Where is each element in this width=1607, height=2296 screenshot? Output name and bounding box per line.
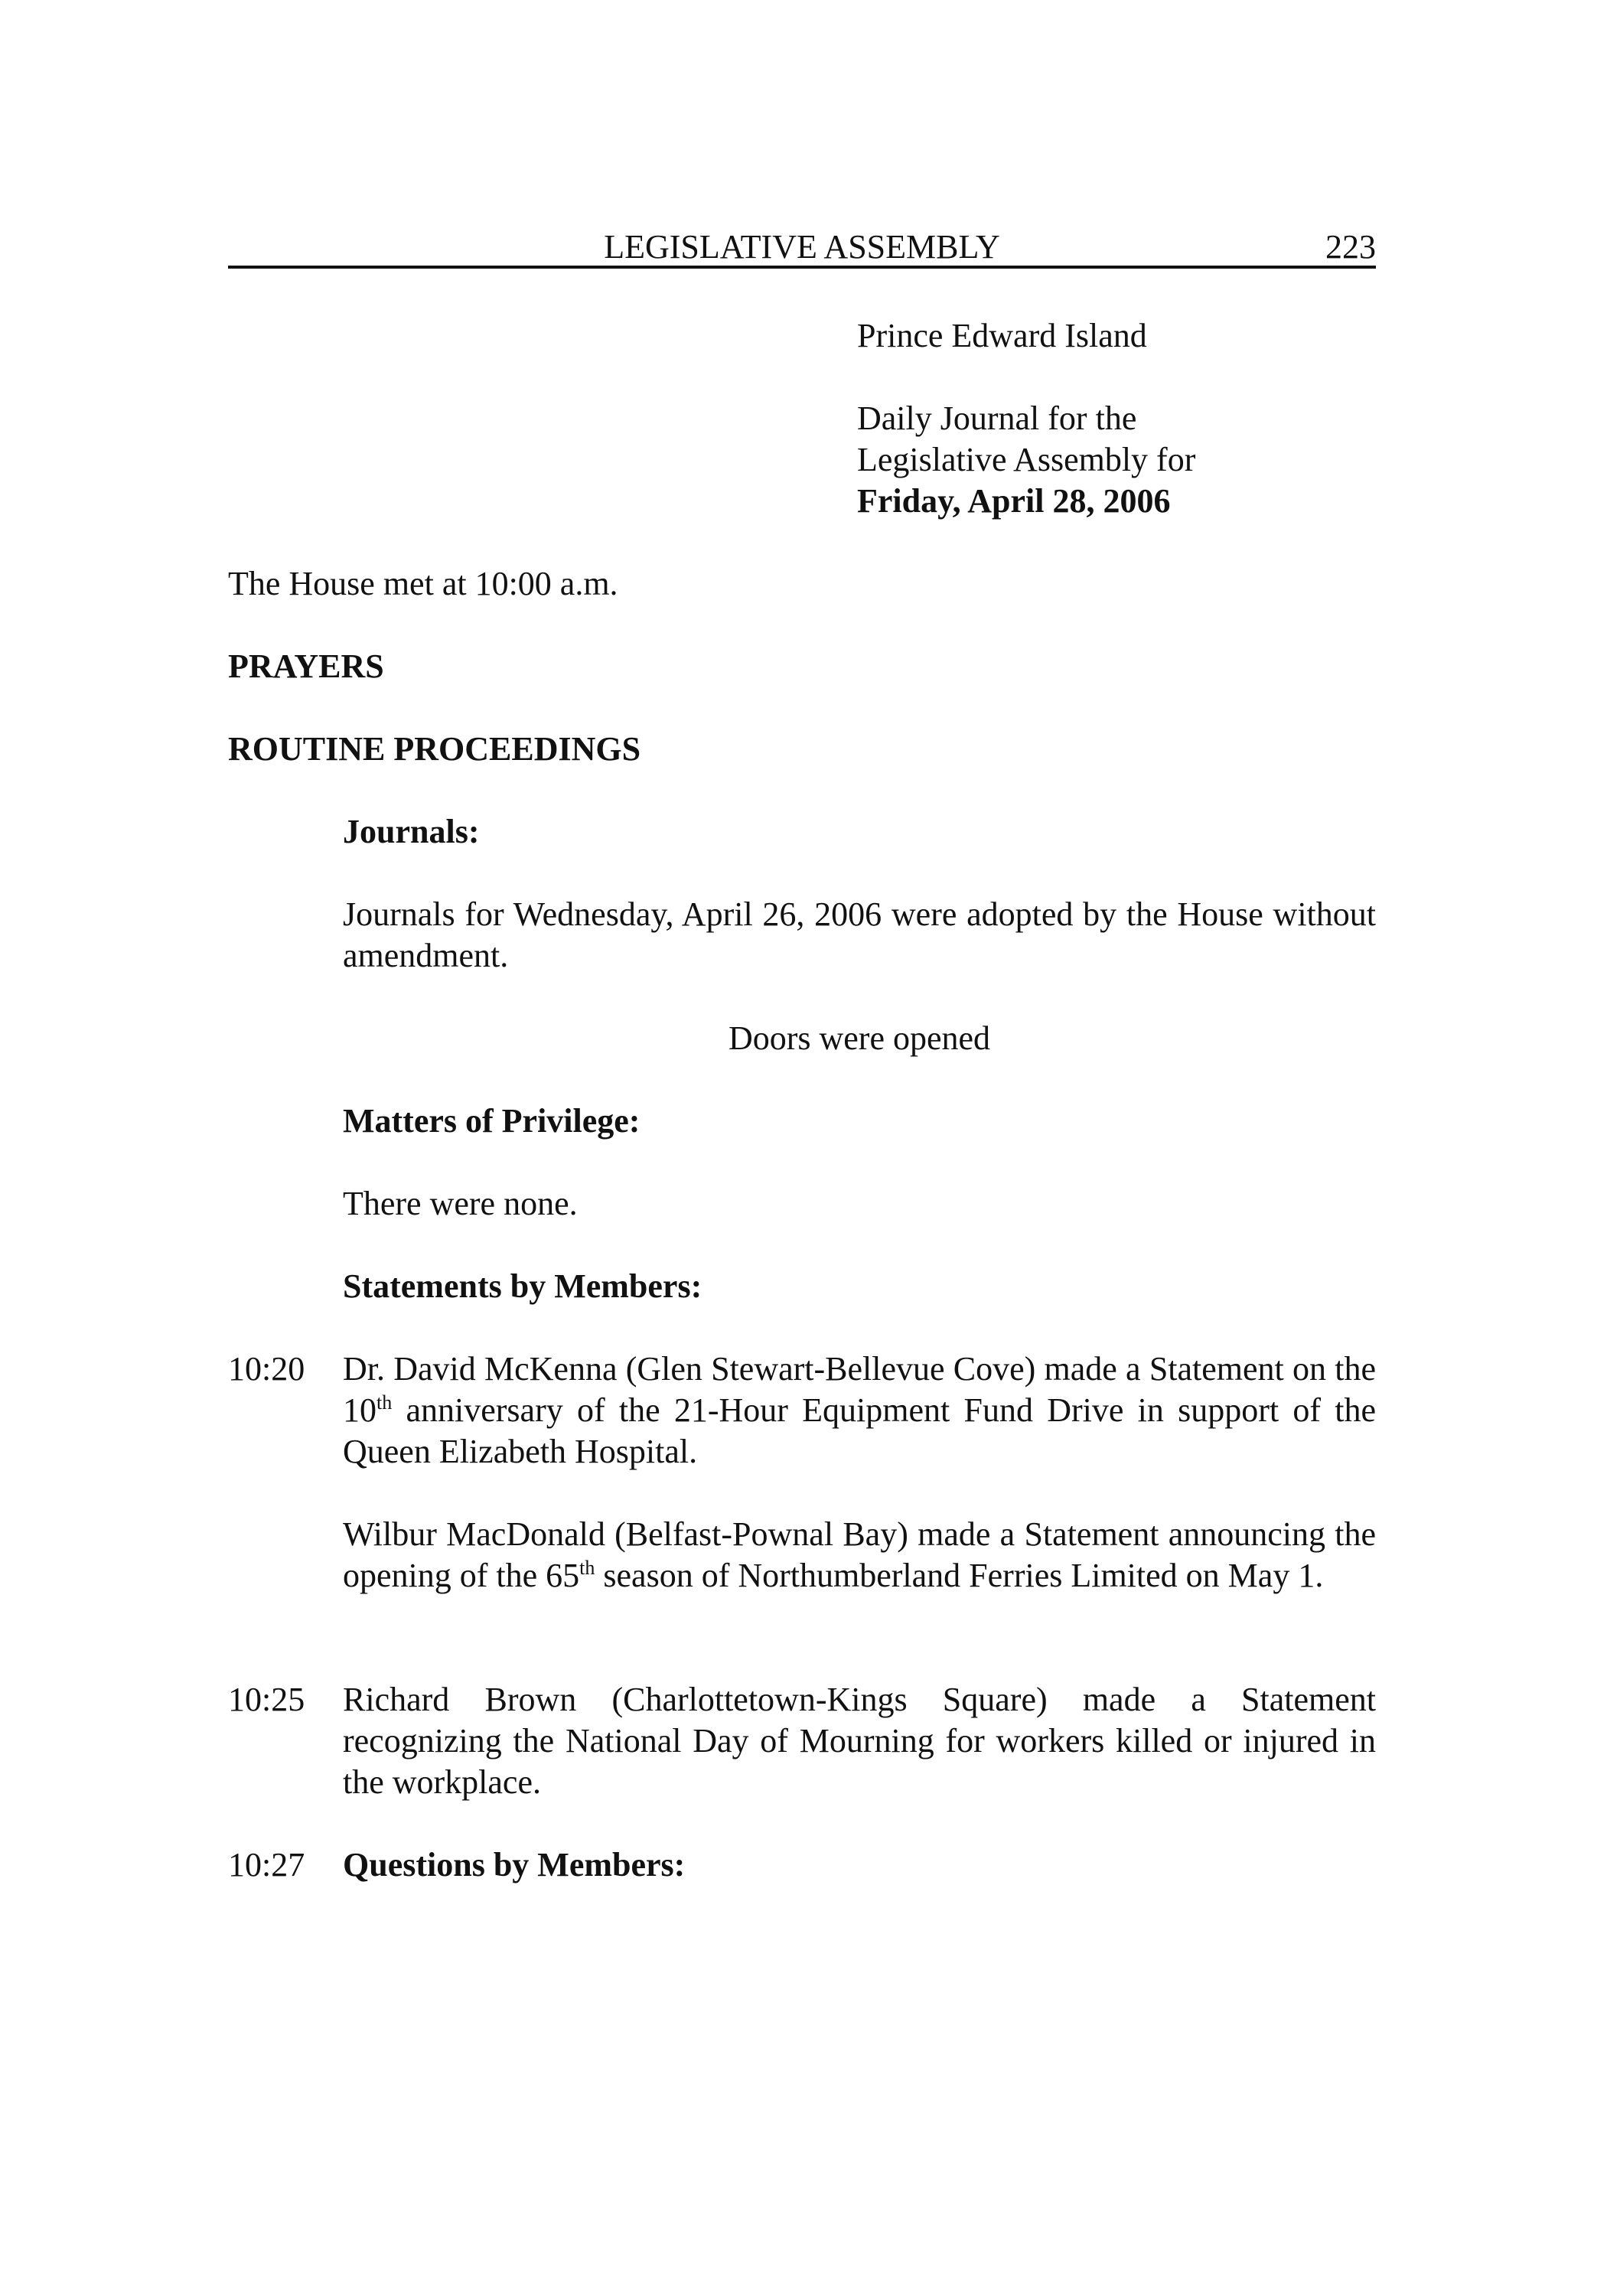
prayers-heading: PRAYERS [228,647,384,685]
journal-date: Friday, April 28, 2006 [857,482,1171,520]
statement-text: Dr. David McKenna (Glen Stewart-Bellevue Cove) made a Statement on the 10 [343,1350,1376,1429]
province-name: Prince Edward Island [857,317,1147,354]
ordinal-suffix: th [376,1391,393,1414]
journals-heading: Journals: [343,813,480,850]
statement-paragraph [343,1349,1376,1473]
entry-time: 10:27 [228,1846,305,1883]
statement-text: Wilbur MacDonald (Belfast-Pownal Bay) made a Statement announcing the opening of the 65 [343,1515,1376,1594]
privilege-paragraph: There were none. [343,1185,578,1222]
running-title: LEGISLATIVE ASSEMBLY [604,228,1000,266]
statement-paragraph: Richard Brown (Charlottetown-Kings Square) made a Statement recognizing the National Day of Mourning for workers killed or injured in the workplace. [343,1681,1376,1801]
journals-paragraph: Journals for Wednesday, April 26, 2006 were adopted by the House without amendment. [343,895,1376,974]
page-number: 223 [1325,228,1376,266]
running-header [228,227,1376,268]
ordinal-suffix: th [579,1557,595,1579]
statement-paragraph [343,1514,1376,1596]
entry-time: 10:20 [228,1350,305,1388]
journal-title-line-1: Daily Journal for the [857,400,1137,437]
journal-title-line-2: Legislative Assembly for [857,441,1196,478]
opening-line: The House met at 10:00 a.m. [228,565,618,602]
statements-heading: Statements by Members: [343,1267,702,1305]
doors-opened-note: Doors were opened [728,1019,991,1057]
header-rule [228,266,1376,269]
privilege-heading: Matters of Privilege: [343,1102,641,1140]
questions-heading: Questions by Members: [343,1846,686,1883]
statement-text: season of Northumberland Ferries Limited on May 1. [595,1557,1324,1594]
entry-time: 10:25 [228,1681,305,1718]
statement-text: anniversary of the 21-Hour Equipment Fund Drive in support of the Queen Elizabeth Hospital. [343,1391,1376,1470]
routine-proceedings-heading: ROUTINE PROCEEDINGS [228,730,641,768]
